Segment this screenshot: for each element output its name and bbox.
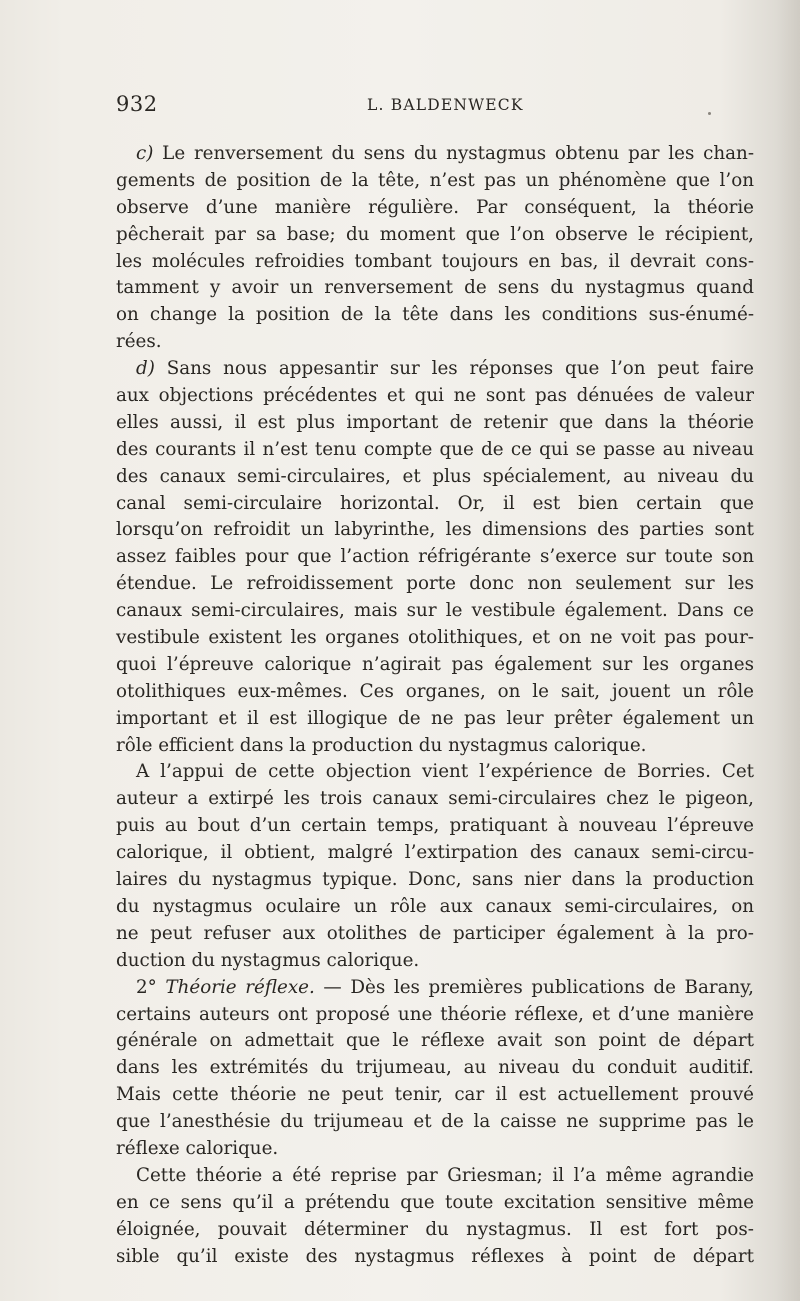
text-line: rôle efficient dans la production du nystagmus calorique. <box>116 734 647 756</box>
text-line: Cette théorie a été reprise par Griesman; il l’a même agrandie <box>136 1164 754 1186</box>
text-line: c) Le renversement du sens du nystagmus obtenu par les chan- <box>136 143 754 164</box>
text-line: d) Sans nous appesantir sur les réponses que l’on peut faire <box>136 358 754 380</box>
text-line: aux objections précédentes et qui ne sont pas dénuées de valeur <box>116 385 754 407</box>
text-line: on change la position de la tête dans les conditions sus-énumé- <box>116 304 754 326</box>
text-line: laires du nystagmus typique. Donc, sans nier dans la production <box>116 869 754 891</box>
text-line: assez faibles pour que l’action réfrigérante s’exerce sur toute son <box>116 546 754 568</box>
text-line: vestibule existent les organes otolithiques, et on ne voit pas pour- <box>116 627 754 649</box>
text-line: réflexe calorique. <box>116 1137 279 1159</box>
text-line: canaux semi-circulaires, mais sur le vestibule également. Dans ce <box>116 600 754 622</box>
text-line: que l’anesthésie du trijumeau et de la caisse ne supprime pas le <box>116 1111 754 1133</box>
text-line: des canaux semi-circulaires, et plus spécialement, au niveau du <box>116 465 754 487</box>
running-head: L. BALDENWECK <box>367 96 524 114</box>
text-line: générale on admettait que le réflexe avait son point de départ <box>116 1030 754 1052</box>
text-line: tamment y avoir un renversement de sens du nystagmus quand <box>116 277 754 299</box>
text-line: du nystagmus oculaire un rôle aux canaux semi-circulaires, on <box>116 895 754 917</box>
text-line: rées. <box>116 331 162 353</box>
text-line: étendue. Le refroidissement porte donc non seulement sur les <box>116 573 754 595</box>
text-line: otolithiques eux-mêmes. Ces organes, on le sait, jouent un rôle <box>116 680 754 702</box>
text-line: calorique, il obtient, malgré l’extirpation des canaux semi-circu- <box>116 842 754 864</box>
text-line: sible qu’il existe des nystagmus réflexes à point de départ <box>116 1245 754 1267</box>
text-line: elles aussi, il est plus important de retenir que dans la théorie <box>116 411 754 433</box>
page-number: 932 <box>116 92 158 116</box>
text-line: auteur a extirpé les trois canaux semi-circulaires chez le pigeon, <box>116 788 754 810</box>
text-line: canal semi-circulaire horizontal. Or, il est bien certain que <box>116 492 754 514</box>
text-line: ne peut refuser aux otolithes de participer également à la pro- <box>116 922 754 944</box>
text-line: éloignée, pouvait déterminer du nystagmus. Il est fort pos- <box>116 1218 754 1240</box>
text-line: lorsqu’on refroidit un labyrinthe, les dimensions des parties sont <box>116 519 754 541</box>
text-line: A l’appui de cette objection vient l’expérience de Borries. Cet <box>136 761 754 783</box>
text-line: puis au bout d’un certain temps, pratiquant à nouveau l’épreuve <box>116 815 754 837</box>
text-line: dans les extrémités du trijumeau, au niveau du conduit auditif. <box>116 1057 754 1079</box>
text-line: les molécules refroidies tombant toujours en bas, il devrait cons- <box>116 250 754 272</box>
text-line: des courants il n’est tenu compte que de ce qui se passe au niveau <box>116 438 754 460</box>
text-line: 2° Théorie réflexe. — Dès les premières publications de Barany, <box>136 976 754 998</box>
text-line: observe d’une manière régulière. Par conséquent, la théorie <box>116 196 754 218</box>
text-line: certains auteurs ont proposé une théorie réflexe, et d’une manière <box>116 1003 754 1025</box>
page-header <box>116 92 716 122</box>
print-speck <box>708 112 711 115</box>
text-line: duction du nystagmus calorique. <box>116 949 420 971</box>
text-line: Mais cette théorie ne peut tenir, car il est actuellement prouvé <box>116 1084 754 1106</box>
text-line: quoi l’épreuve calorique n’agirait pas également sur les organes <box>116 653 754 675</box>
text-line: gements de position de la tête, n’est pas un phénomène que l’on <box>116 169 754 191</box>
body-text <box>116 141 754 1270</box>
text-line: important et il est illogique de ne pas leur prêter également un <box>116 707 754 729</box>
text-line: pêcherait par sa base; du moment que l’on observe le récipient, <box>116 223 754 245</box>
text-line: en ce sens qu’il a prétendu que toute excitation sensitive même <box>116 1191 754 1213</box>
